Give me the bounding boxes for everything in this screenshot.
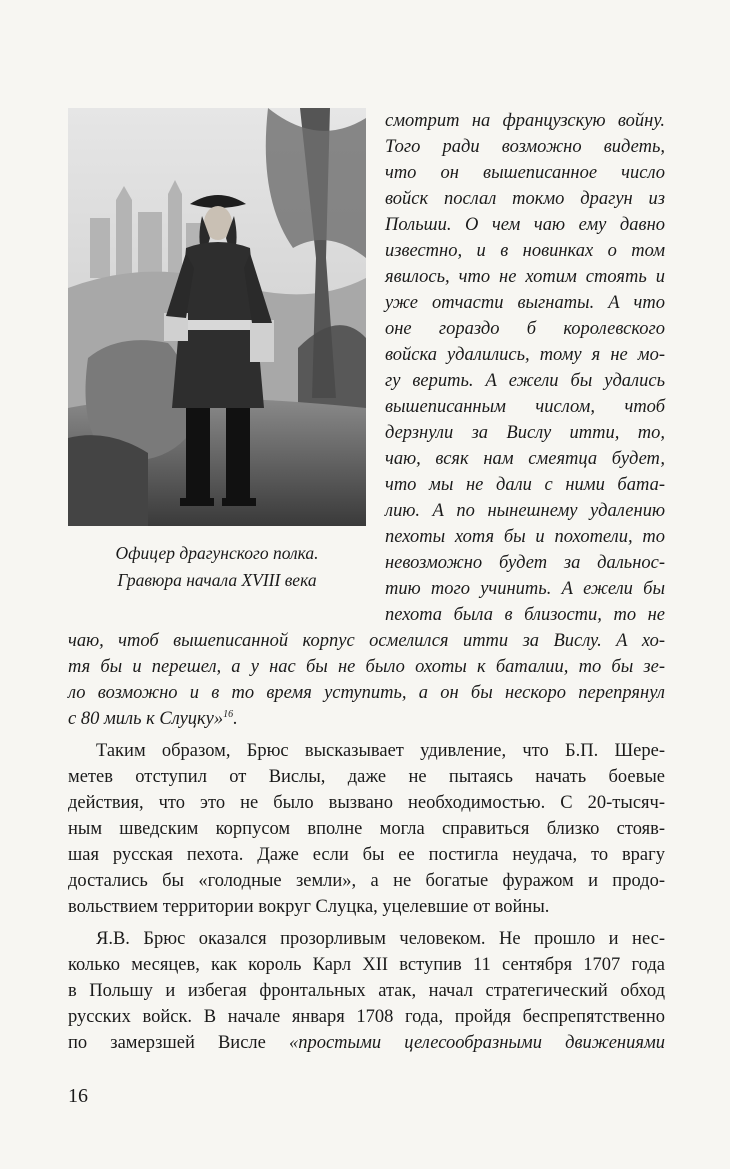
paragraph-line: шая русская пехота. Даже если бы ее постигла неудача, то врагу [68, 845, 665, 865]
quote-line: Польши. О чем чаю ему давно [385, 215, 665, 235]
quote-line: чаю, чтоб вышеписанной корпус осмелился итти за Вислу. А хо- [68, 631, 665, 651]
paragraph-line: вольствием территории вокруг Слуцка, уцелевшие от войны. [68, 897, 550, 917]
paragraph-line: в Польшу и избегая фронтальных атак, начал стратегический обход [68, 981, 665, 1001]
caption-line: Гравюра начала XVIII века [117, 570, 317, 590]
quote-line: войска удалились, тому я не мо- [385, 345, 665, 365]
engraving-illustration [68, 108, 366, 526]
quote-line: ло возможно и в то время уступить, а он бы нескоро перепрянул [68, 683, 665, 703]
paragraph-line: достались бы «голодные земли», а не богатые фуражом и продо- [68, 871, 665, 891]
quote-line: пехоты хотя бы и похотели, то [385, 527, 665, 547]
paragraph-line: действия, что это не было вызвано необходимостью. С 20-тысяч- [68, 793, 665, 813]
quote-line: невозможно будет за дальнос- [385, 553, 665, 573]
quote-line: пехота была в близости, то не [385, 605, 665, 625]
quote-line: уже отчасти выгнаты. А что [385, 293, 665, 313]
quote-line: гу верить. А ежели бы удались [385, 371, 665, 391]
paragraph-line: колько месяцев, как король Карл XII вступив 11 сентября 1707 года [68, 955, 665, 975]
figure-caption [68, 540, 366, 594]
paragraph-line: метев отступил от Вислы, даже не пытаясь начать боевые [68, 767, 665, 787]
quote-line: чаю, всяк нам смеятца будет, [385, 449, 665, 469]
quote-line: лию. А по нынешнему удалению [385, 501, 665, 521]
quote-last-text: с 80 миль к Слуцку» [68, 709, 224, 729]
quote-line: вышеписанным числом, чтоб [385, 397, 665, 417]
quote-line: тию того учинить. А ежели бы [385, 579, 665, 599]
page-number: 16 [68, 1085, 88, 1107]
quote-line: смотрит на французскую войну. [385, 111, 665, 131]
dragoon-officer-engraving [68, 108, 366, 526]
quote-line: дерзнули за Вислу итти, то, [385, 423, 665, 443]
quote-last-line [68, 706, 238, 732]
quote-line: что мы не дали с ними бата- [385, 475, 665, 495]
paragraph-line: русских войск. В начале января 1708 года, пройдя беспрепятственно [68, 1007, 665, 1027]
paragraph-line: Я.В. Брюс оказался прозорливым человеком. Не прошло и нес- [96, 929, 665, 949]
paragraph-line [68, 1030, 665, 1056]
caption-line: Офицер драгунского полка. [115, 543, 319, 563]
quote-line: тя бы и перешел, а у нас бы не было охоты к баталии, то бы зе- [68, 657, 665, 677]
paragraph-text: по замерзшей Висле [68, 1033, 289, 1053]
quote-line: известно, и в новинках о том [385, 241, 665, 261]
quote-line: явилось, что не хотим стоять и [385, 267, 665, 287]
quote-line: что он вышеписанное число [385, 163, 665, 183]
quote-end-punct: . [233, 709, 238, 729]
paragraph-line: Таким образом, Брюс высказывает удивление, что Б.П. Шере- [96, 741, 665, 761]
italic-quote: «простыми целесообразными движениями [288, 1033, 665, 1053]
quote-line: войск послал токмо драгун из [385, 189, 665, 209]
footnote-reference: 16 [223, 708, 234, 720]
paragraph-line: ным шведским корпусом вполне могла справиться близко стояв- [68, 819, 665, 839]
quote-line: оне гораздо б королевского [385, 319, 665, 339]
quote-line: Того ради возможно видеть, [385, 137, 665, 157]
